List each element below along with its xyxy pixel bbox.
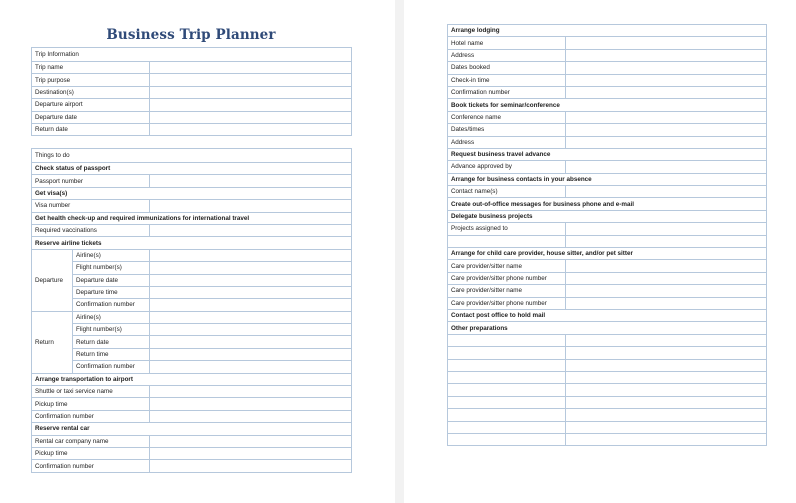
field-label: Rental car company name (32, 435, 150, 447)
field-label: Dates/times (448, 124, 566, 136)
blank-line[interactable] (448, 421, 566, 433)
section-heading: Trip Information (32, 48, 352, 62)
field-input[interactable] (566, 37, 767, 49)
page-right (404, 0, 796, 503)
field-input[interactable] (566, 272, 767, 284)
blank-line[interactable] (448, 334, 566, 346)
field-label: Shuttle or taxi service name (32, 386, 150, 398)
field-input[interactable] (150, 286, 352, 298)
field-input[interactable] (150, 224, 352, 236)
field-input[interactable] (150, 200, 352, 212)
field-input[interactable] (566, 260, 767, 272)
field-input[interactable] (150, 99, 352, 111)
field-label: Airline(s) (73, 311, 150, 323)
field-input[interactable] (150, 86, 352, 98)
field-label: Trip purpose (32, 74, 150, 86)
field-input[interactable] (150, 249, 352, 261)
field-label: Departure date (32, 111, 150, 123)
field-input[interactable] (150, 447, 352, 459)
field-label: Advance approved by (448, 161, 566, 173)
field-input[interactable] (566, 384, 767, 396)
field-label: Check-in time (448, 74, 566, 86)
field-label: Confirmation number (448, 86, 566, 98)
field-label: Flight number(s) (73, 324, 150, 336)
field-label: Return date (32, 123, 150, 135)
field-input[interactable] (150, 398, 352, 410)
field-input[interactable] (566, 235, 767, 247)
field-input[interactable] (566, 371, 767, 383)
field-label: Departure airport (32, 99, 150, 111)
field-label: Care provider/sitter name (448, 285, 566, 297)
task-heading: Get visa(s) (32, 187, 352, 199)
preparations-table (447, 24, 767, 446)
field-input[interactable] (150, 336, 352, 348)
field-input[interactable] (150, 175, 352, 187)
task-heading: Request business travel advance (448, 148, 767, 160)
field-input[interactable] (566, 396, 767, 408)
field-label: Confirmation number (73, 299, 150, 311)
field-label: Projects assigned to (448, 223, 566, 235)
field-label: Destination(s) (32, 86, 150, 98)
field-label: Confirmation number (32, 460, 150, 472)
field-input[interactable] (150, 262, 352, 274)
field-label: Departure time (73, 286, 150, 298)
field-input[interactable] (566, 124, 767, 136)
task-heading: Arrange for child care provider, house sitter, and/or pet sitter (448, 248, 767, 260)
field-input[interactable] (150, 361, 352, 373)
blank-line[interactable] (448, 359, 566, 371)
field-input[interactable] (566, 421, 767, 433)
field-input[interactable] (150, 311, 352, 323)
blank-line[interactable] (448, 409, 566, 421)
task-heading: Delegate business projects (448, 210, 767, 222)
field-input[interactable] (566, 49, 767, 61)
field-label: Return time (73, 348, 150, 360)
task-heading: Arrange transportation to airport (32, 373, 352, 385)
blank-line[interactable] (448, 384, 566, 396)
field-input[interactable] (150, 299, 352, 311)
field-label: Care provider/sitter phone number (448, 272, 566, 284)
field-label: Care provider/sitter phone number (448, 297, 566, 309)
document-title: Business Trip Planner (106, 27, 276, 43)
field-label: Flight number(s) (73, 262, 150, 274)
task-heading: Other preparations (448, 322, 767, 334)
field-input[interactable] (150, 123, 352, 135)
field-input[interactable] (566, 334, 767, 346)
task-heading: Contact post office to hold mail (448, 309, 767, 321)
field-input[interactable] (150, 111, 352, 123)
field-input[interactable] (566, 297, 767, 309)
field-label: Care provider/sitter name (448, 260, 566, 272)
group-label-return: Return (32, 311, 73, 373)
field-input[interactable] (150, 460, 352, 472)
field-label: Address (448, 49, 566, 61)
field-label: Confirmation number (73, 361, 150, 373)
field-input[interactable] (150, 386, 352, 398)
field-input[interactable] (566, 186, 767, 198)
field-label: Trip name (32, 62, 150, 74)
field-input[interactable] (566, 62, 767, 74)
field-input[interactable] (150, 435, 352, 447)
field-input[interactable] (566, 161, 767, 173)
field-input[interactable] (150, 74, 352, 86)
field-input[interactable] (566, 74, 767, 86)
field-label: Address (448, 136, 566, 148)
field-label: Hotel name (448, 37, 566, 49)
field-label: Confirmation number (32, 410, 150, 422)
blank-line[interactable] (448, 433, 566, 445)
task-heading: Book tickets for seminar/conference (448, 99, 767, 111)
task-heading: Arrange for business contacts in your absence (448, 173, 767, 185)
field-label: Departure date (73, 274, 150, 286)
field-input[interactable] (566, 347, 767, 359)
field-input[interactable] (150, 274, 352, 286)
group-label-departure: Departure (32, 249, 73, 311)
page-left (0, 0, 395, 503)
field-input[interactable] (566, 136, 767, 148)
field-label: Conference name (448, 111, 566, 123)
field-label: Pickup time (32, 398, 150, 410)
task-heading: Reserve rental car (32, 423, 352, 435)
field-input[interactable] (150, 348, 352, 360)
field-label: Visa number (32, 200, 150, 212)
task-heading: Reserve airline tickets (32, 237, 352, 249)
task-heading: Check status of passport (32, 163, 352, 175)
field-label: Return date (73, 336, 150, 348)
task-heading: Get health check-up and required immunizations for international travel (32, 212, 352, 224)
section-heading: Things to do (32, 149, 352, 163)
blank-line[interactable] (448, 347, 566, 359)
field-input[interactable] (566, 359, 767, 371)
field-label: Passport number (32, 175, 150, 187)
task-heading: Arrange lodging (448, 25, 767, 37)
field-input[interactable] (566, 409, 767, 421)
field-input[interactable] (150, 62, 352, 74)
trip-information-table (31, 47, 352, 136)
field-label (448, 235, 566, 247)
field-input[interactable] (566, 433, 767, 445)
blank-line[interactable] (448, 396, 566, 408)
field-input[interactable] (150, 410, 352, 422)
blank-line[interactable] (448, 371, 566, 383)
task-heading: Create out-of-office messages for business phone and e-mail (448, 198, 767, 210)
field-input[interactable] (566, 111, 767, 123)
things-to-do-table (31, 148, 352, 473)
field-label: Contact name(s) (448, 186, 566, 198)
field-input[interactable] (566, 223, 767, 235)
field-input[interactable] (150, 324, 352, 336)
field-label: Dates booked (448, 62, 566, 74)
field-input[interactable] (566, 285, 767, 297)
field-input[interactable] (566, 86, 767, 98)
field-label: Airline(s) (73, 249, 150, 261)
field-label: Required vaccinations (32, 224, 150, 236)
field-label: Pickup time (32, 447, 150, 459)
